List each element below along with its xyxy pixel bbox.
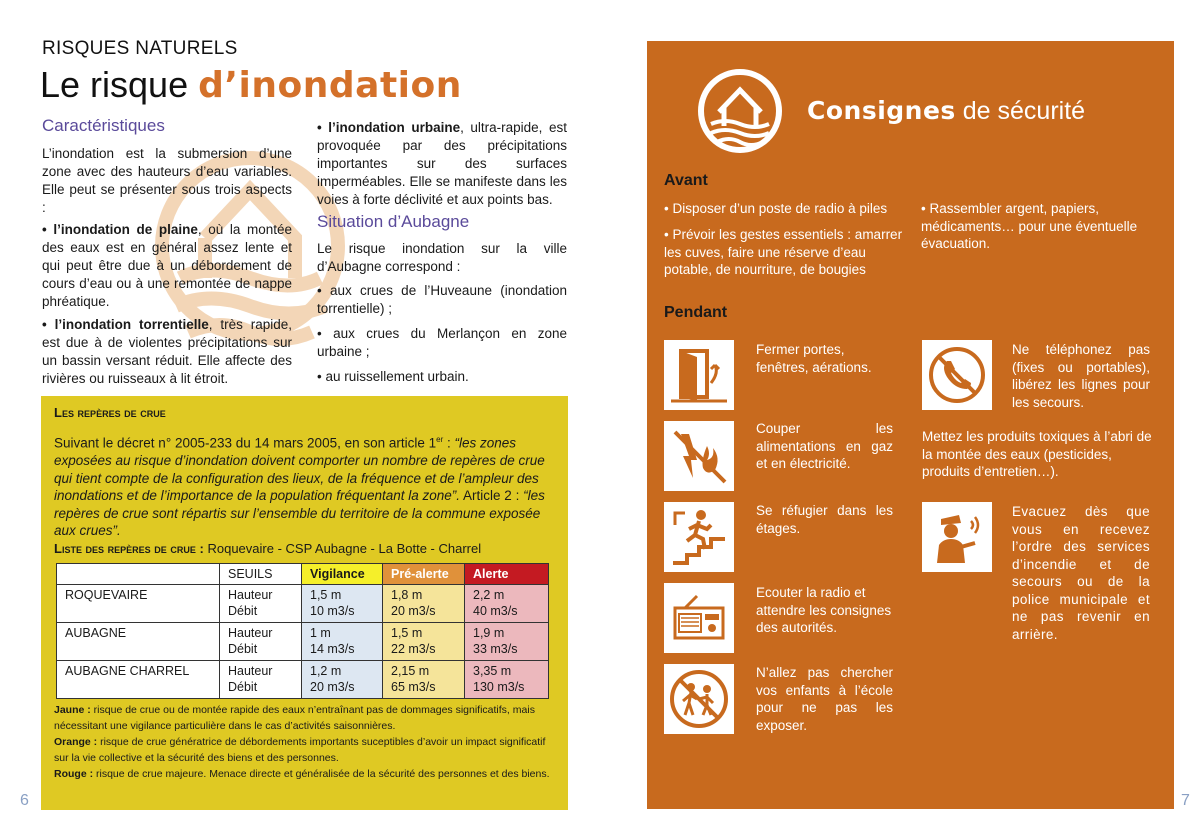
intro-paragraph: L’inondation est la submersion d’une zone avec des hauteurs d’eau variables. Elle peut se présenter sous trois aspects : (42, 146, 292, 215)
title-highlight: d’inondation (198, 65, 462, 106)
table-header-row (57, 564, 549, 585)
door-icon (664, 340, 734, 410)
avant-item-3: • Rassembler argent, papiers, médicaments… pour une éventuelle évacuation. (921, 201, 1138, 251)
note-rouge-label: Rouge : (54, 768, 94, 780)
avant-item-1: • Disposer d’un poste de radio à piles (664, 201, 888, 216)
pendant-item-phone: Ne téléphonez pas (fixes ou portables), libérez les lignes pour les secours. (1012, 342, 1150, 410)
no-gas-electricity-icon (664, 421, 734, 491)
list-values: Roquevaire - CSP Aubagne - La Botte - Charrel (203, 541, 482, 556)
plaine-label: • l’inondation de plaine (42, 222, 198, 237)
decree-sup: er (436, 435, 444, 444)
header-seuils: SEUILS (220, 564, 302, 585)
pendant-item-evacuate: Evacuez dès que vous en recevez l’ordre des services d’incendie et de secours ou de la police municipale et ne pas revenir en arrière. (1012, 504, 1150, 642)
consignes-title (807, 96, 1085, 126)
situation-item-1: • aux crues de l’Huveaune (inondation torrentielle) ; (317, 283, 567, 316)
pendant-heading: Pendant (664, 304, 728, 321)
header-empty (57, 564, 220, 585)
article-2-label: Article 2 : (463, 488, 524, 503)
police-icon (922, 502, 992, 572)
row-seuils (220, 585, 302, 623)
pendant-item-children: N’allez pas chercher vos enfants à l’école pour ne pas les exposer. (756, 665, 893, 733)
list-label: Liste des repères de crue : (54, 541, 204, 556)
seuil-hauteur: Hauteur (228, 664, 273, 678)
prealerte-debit: 22 m3/s (391, 642, 436, 656)
plaine-paragraph (42, 221, 292, 311)
pendant-item-door: Fermer portes, fenêtres, aérations. (756, 342, 872, 375)
note-orange-text: risque de crue génératrice de débordements importants suceptibles d’avoir un impact significatif sur la vie collective et la sécurité des biens et des personnes. (54, 736, 546, 764)
pendant-item-gas: Couper les alimentations en gaz et en électricité. (756, 421, 893, 471)
alerte-hauteur: 3,35 m (473, 664, 512, 678)
stairs-icon (664, 502, 734, 572)
row-seuils (220, 623, 302, 661)
note-jaune-label: Jaune : (54, 704, 91, 716)
header-prealerte: Pré-alerte (383, 564, 465, 585)
urbaine-label: • l’inondation urbaine (317, 120, 461, 135)
alerte-hauteur: 2,2 m (473, 588, 505, 602)
torrent-paragraph (42, 316, 292, 388)
situation-heading: Situation d’Aubagne (317, 212, 470, 231)
prealerte-debit: 20 m3/s (391, 604, 436, 618)
page-title (40, 64, 462, 106)
table-row (57, 585, 549, 623)
seuil-debit: Débit (228, 642, 258, 656)
prealerte-hauteur: 1,5 m (391, 626, 423, 640)
table-row (57, 623, 549, 661)
prealerte-debit: 65 m3/s (391, 680, 436, 694)
vigilance-hauteur: 1,5 m (310, 588, 342, 602)
pendant-item-toxic: Mettez les produits toxiques à l’abri de la montée des eaux (pesticides, produits d’entretien…). (922, 429, 1152, 479)
vigilance-cell (302, 623, 383, 661)
urbaine-text: , ultra-rapide, est provoquée par des précipitations importantes sur des surfaces imperméables. Elle se manifeste dans les voies à forte déclivité et aux points bas. (317, 120, 567, 207)
situation-item-2: • aux crues du Merlançon en zone urbaine ; (317, 326, 567, 359)
decree-quote-1: “les zones exposées au risque d’inondation doivent comporter un nombre de repères de crue qui tient compte de la configuration des lieux, de la fréquence et de l’ampleur des inondations et de l’importance de la population fréquentant la zone”. (54, 435, 545, 503)
prealerte-cell (383, 623, 465, 661)
seuil-debit: Débit (228, 680, 258, 694)
decree-text: Suivant le décret n° 2005-233 du 14 mars 2005, en son article 1 (54, 435, 437, 451)
reperes-list (54, 541, 564, 556)
flood-house-logo-icon (697, 68, 783, 154)
row-place: AUBAGNE (57, 623, 220, 661)
color-legend-notes (54, 702, 554, 782)
pendant-item-radio: Ecouter la radio et attendre les consignes des autorités. (756, 585, 892, 635)
situation-intro: Le risque inondation sur la ville d’Aubagne correspond : (317, 241, 567, 274)
radio-icon (664, 583, 734, 653)
note-jaune-text: risque de crue ou de montée rapide des eaux n’entraînant pas de dommages significatifs, mais nécessitant une vigilance particulière dans le cas d’activités saisonnières. (54, 704, 535, 732)
vigilance-debit: 14 m3/s (310, 642, 355, 656)
reperes-decree (54, 431, 554, 540)
alerte-cell (465, 585, 549, 623)
title-plain: Le risque (40, 64, 199, 105)
prealerte-cell (383, 585, 465, 623)
vigilance-cell (302, 661, 383, 699)
torrent-text: , très rapide, est due à de violentes précipitations sur un bassin versant réduit. Elle affecte des rivières ou ruisseaux à lit étroit. (42, 317, 292, 386)
page-number-right: 7 (1181, 792, 1190, 809)
no-phone-icon (922, 340, 992, 410)
decree-colon: : (443, 435, 455, 451)
row-seuils (220, 661, 302, 699)
table-row (57, 661, 549, 699)
header-alerte: Alerte (465, 564, 549, 585)
note-orange-label: Orange : (54, 736, 98, 748)
note-orange (54, 734, 554, 766)
consignes-title-bold: Consignes (807, 96, 956, 125)
section-kicker: RISQUES NATURELS (42, 38, 238, 59)
vigilance-cell (302, 585, 383, 623)
prealerte-hauteur: 1,8 m (391, 588, 423, 602)
alerte-hauteur: 1,9 m (473, 626, 505, 640)
avant-heading: Avant (664, 172, 708, 189)
row-place: AUBAGNE CHARREL (57, 661, 220, 699)
vigilance-hauteur: 1 m (310, 626, 331, 640)
note-jaune (54, 702, 554, 734)
prealerte-hauteur: 2,15 m (391, 664, 430, 678)
alerte-cell (465, 623, 549, 661)
caracteristiques-heading: Caractéristiques (42, 116, 165, 135)
decree-quote-2: “les repères de crue sont répartis sur l’ensemble du territoire de la commune exposée aux crues”. (54, 488, 545, 538)
seuil-hauteur: Hauteur (228, 588, 273, 602)
plaine-text: , où la montée des eaux est en général assez lente et qui peut être due à un débordement de cours d’eau ou à une remontée de nappe phréatique. (42, 222, 293, 309)
note-rouge (54, 766, 554, 782)
alerte-debit: 130 m3/s (473, 680, 525, 694)
thresholds-table (56, 563, 549, 699)
seuil-debit: Débit (228, 604, 258, 618)
vigilance-hauteur: 1,2 m (310, 664, 342, 678)
header-vigilance: Vigilance (302, 564, 383, 585)
vigilance-debit: 10 m3/s (310, 604, 355, 618)
prealerte-cell (383, 661, 465, 699)
alerte-debit: 40 m3/s (473, 604, 518, 618)
urbaine-paragraph (317, 119, 567, 209)
pendant-item-stairs: Se réfugier dans les étages. (756, 503, 893, 536)
reperes-heading: Les repères de crue (54, 405, 166, 420)
seuil-hauteur: Hauteur (228, 626, 273, 640)
avant-item-2: • Prévoir les gestes essentiels : amarrer les cuves, faire une réserve d’eau potable, de nourriture, de bougies (664, 227, 903, 277)
row-place: ROQUEVAIRE (57, 585, 220, 623)
situation-item-3: • au ruissellement urbain. (317, 369, 469, 384)
note-rouge-text: risque de crue majeure. Menace directe et généralisée de la sécurité des personnes et des biens. (93, 768, 550, 780)
no-children-icon (664, 664, 734, 734)
vigilance-debit: 20 m3/s (310, 680, 355, 694)
torrent-label: • l’inondation torrentielle (42, 317, 209, 332)
page-number-left: 6 (20, 792, 29, 809)
alerte-debit: 33 m3/s (473, 642, 518, 656)
consignes-title-rest: de sécurité (955, 97, 1086, 125)
alerte-cell (465, 661, 549, 699)
